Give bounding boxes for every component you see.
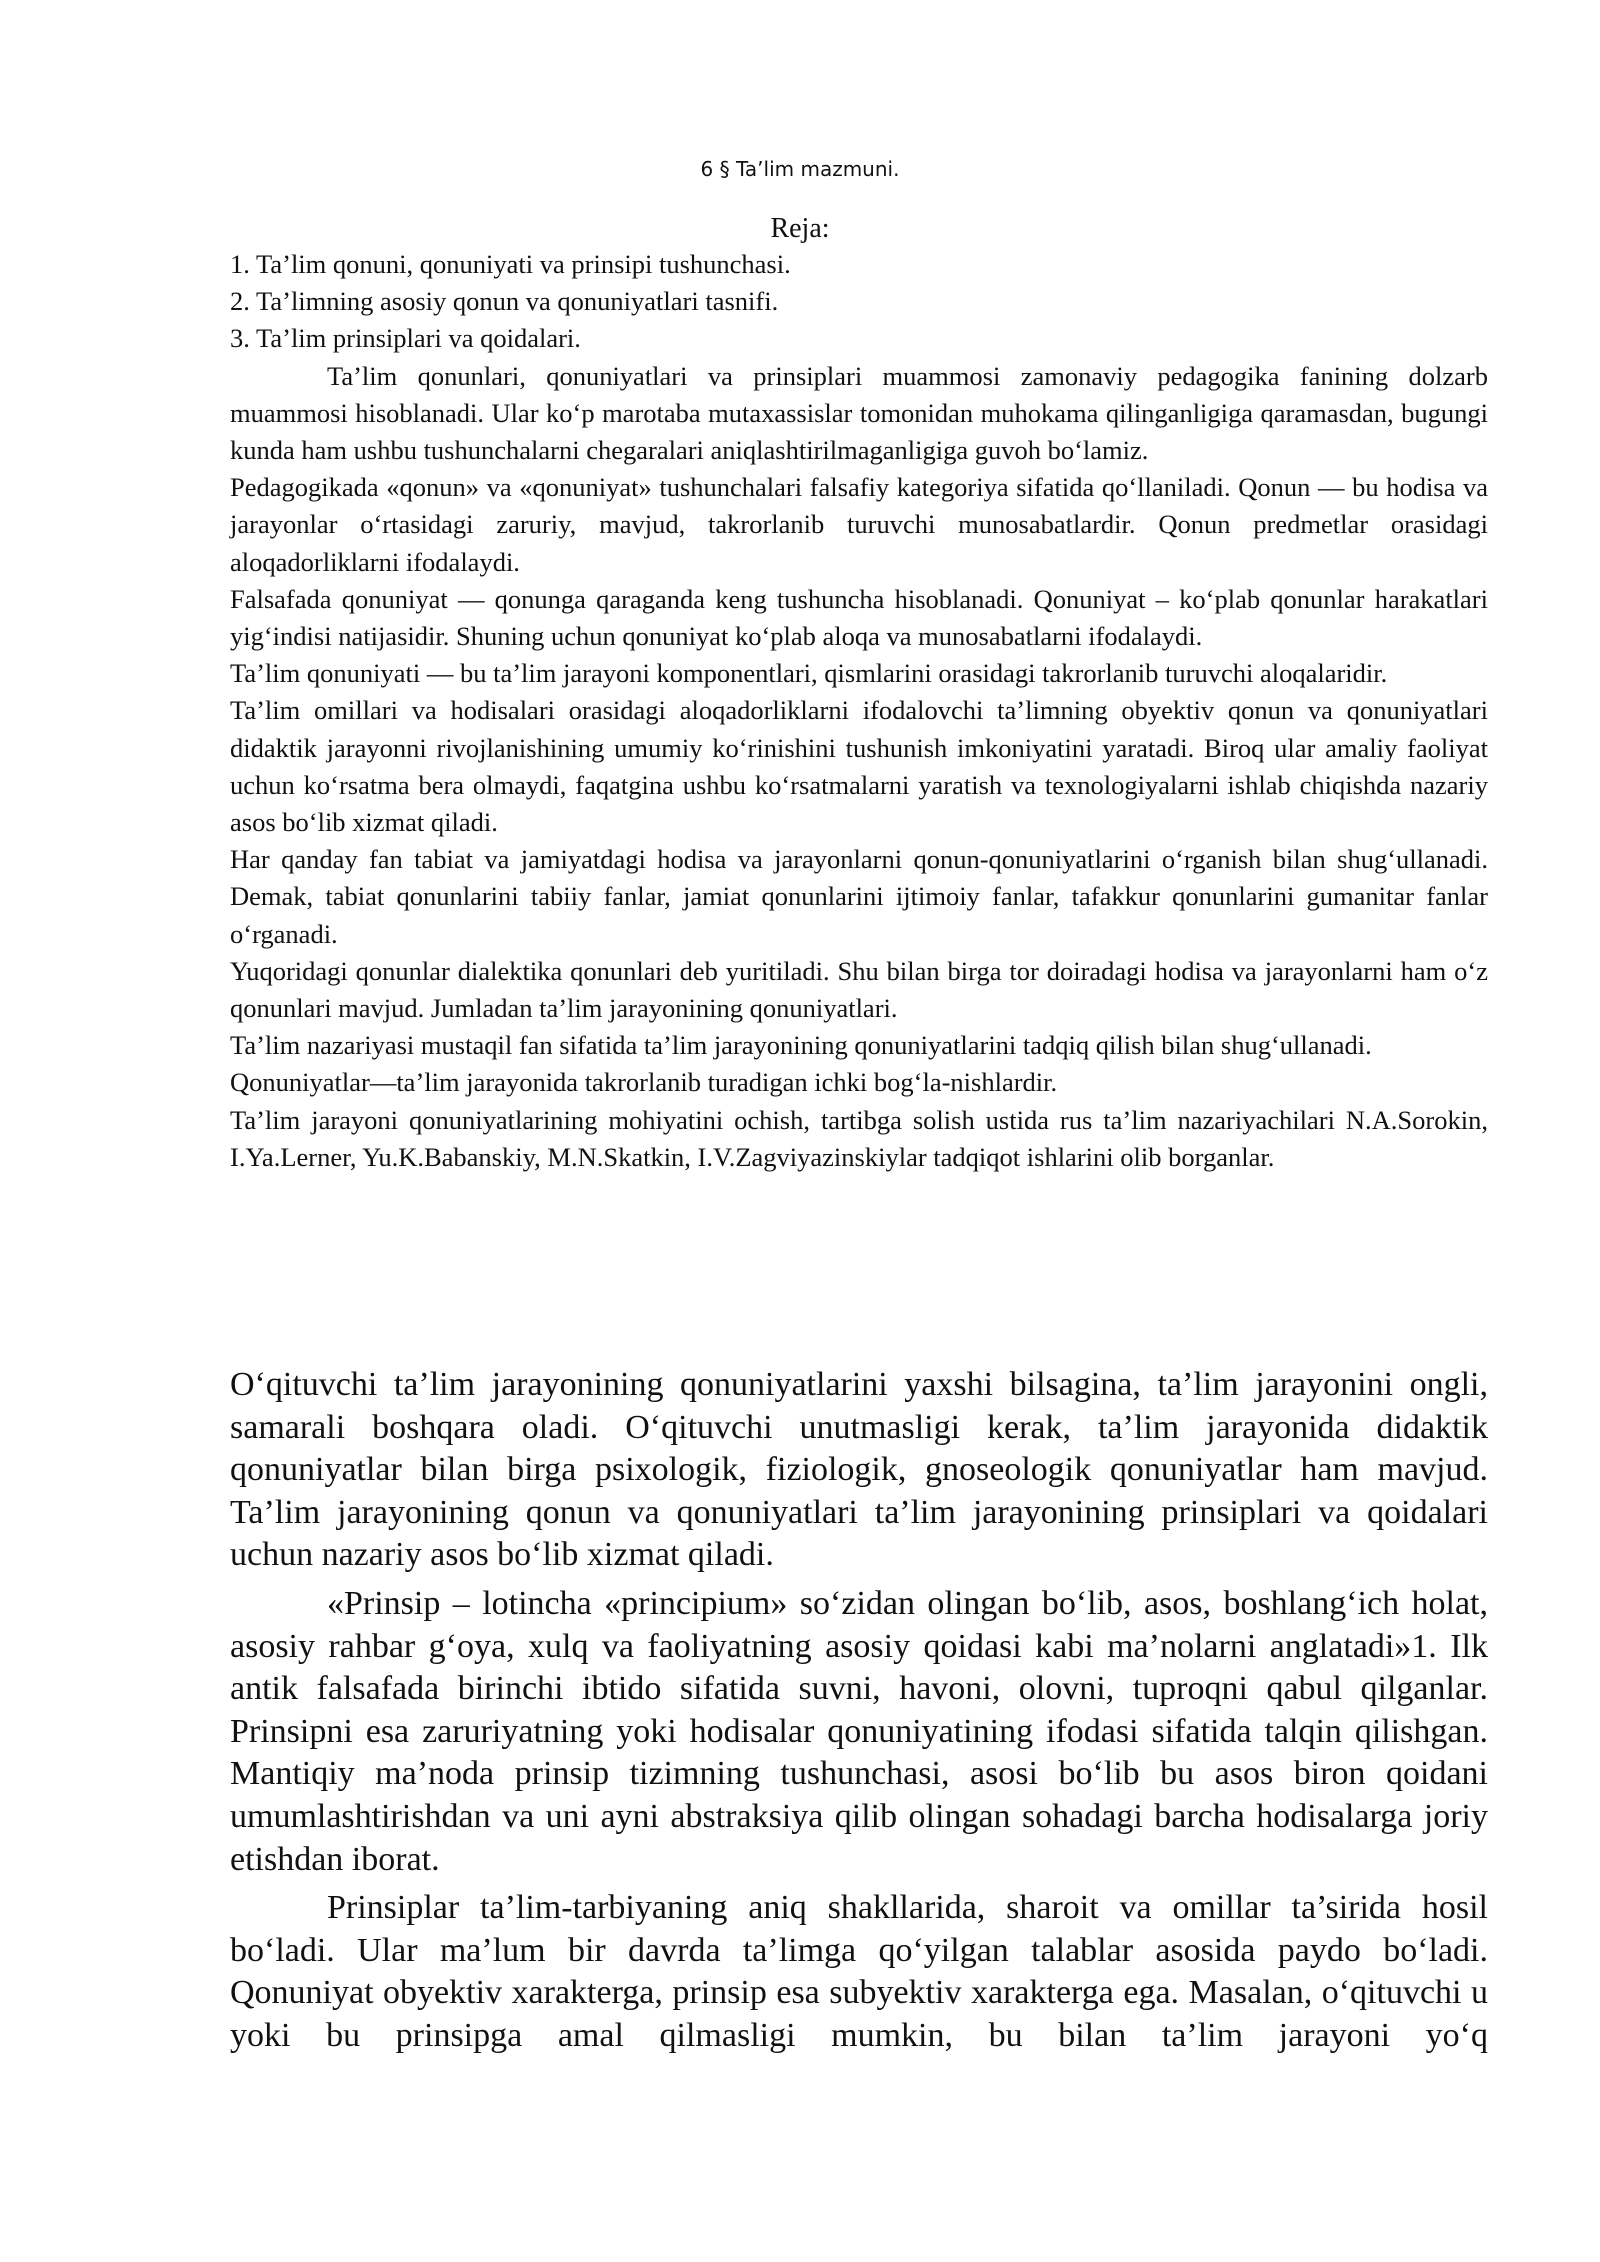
large-text-block (230, 1364, 1488, 2058)
paragraph: Prinsiplar ta’lim-tarbiyaning aniq shakllarida, sharoit va omillar ta’sirida hosil bo‘ladi. Ular ma’lum bir davrda ta’limga qo‘yilgan talablar asosida paydo bo‘ladi. Qonuniyat obyektiv xarakterga, prinsip esa subyektiv xarakterga ega. Masalan, o‘qituvchi u yoki bu prinsipga amal qilmasligi mumkin, bu bilan ta’lim jarayoni yo‘q (230, 1889, 1488, 2054)
paragraph: Ta’lim omillari va hodisalari orasidagi aloqadorliklarni ifodalovchi ta’limning obyektiv qonun va qonuniyatlari didaktik jarayonni rivojlanishining umumiy ko‘rinishini tushunish imkoniyatini yaratadi. Biroq ular amaliy faoliyat uchun ko‘rsatma bera olmaydi, faqatgina ushbu ko‘rsatmalarni yaratish va texnologiyalarni ishlab chiqishda nazariy asos bo‘lib xizmat qiladi. (230, 695, 1488, 838)
paragraph: Qonuniyatlar—ta’lim jarayonida takrorlanib turadigan ichki bog‘la-nishlardir. (230, 1067, 1058, 1098)
paragraph: «Prinsip – lotincha «principium» so‘zidan olingan bo‘lib, asos, boshlang‘ich holat, asosiy rahbar g‘oya, xulq va faoliyatning asosiy qoidasi kabi ma’nolarni anglatadi»1. Ilk antik falsafada birinchi ibtido sifatida suvni, havoni, olovni, tuproqni qabul qilganlar. Prinsipni esa zaruriyatning yoki hodisalar qonuniyatining ifodasi sifatida talqin qilishgan. Mantiqiy ma’noda prinsip tizimning tushunchasi, asosi bo‘lib bu asos biron qoidani umumlashtirishdan va uni ayni abstraksiya qilib olingan sohadagi barcha hodisalarga joriy etishdan iborat. (230, 1584, 1488, 1878)
paragraph: Ta’lim jarayoni qonuniyatlarining mohiyatini ochish, tartibga solish ustida rus ta’lim nazariyachilari N.A.Sorokin, I.Ya.Lerner, Yu.K.Babanskiy, M.N.Skatkin, I.V.Zagviyazinskiylar tadqiqot ishlarini olib borganlar. (230, 1104, 1488, 1172)
paragraph: Yuqoridagi qonunlar dialektika qonunlari deb yuritiladi. Shu bilan birga tor doiradagi hodisa va jarayonlarni ham o‘z qonunlari mavjud. Jumladan ta’lim jarayonining qonuniyatlari. (230, 955, 1488, 1024)
plan-item: 3. Ta’lim prinsiplari va qoidalari. (230, 323, 581, 354)
small-text-block (230, 246, 1488, 1176)
section-heading: 6 § Ta’lim mazmuni. (700, 157, 900, 181)
paragraph: Har qanday fan tabiat va jamiyatdagi hodisa va jarayonlarni qonun-qonuniyatlarini o‘rganish bilan shug‘ullanadi. Demak, tabiat qonunlarini tabiiy fanlar, jamiat qonunlarini ijtimoiy fanlar, tafakkur qonunlarini gumanitar fanlar o‘rganadi. (230, 844, 1488, 949)
paragraph: O‘qituvchi ta’lim jarayonining qonuniyatlarini yaxshi bilsagina, ta’lim jarayonini ongli, samarali boshqara oladi. O‘qituvchi unutmasligi kerak, ta’lim jarayonida didaktik qonuniyatlar bilan birga psixologik, fiziologik, gnoseologik qonuniyatlar ham mavjud. Ta’lim jarayonining qonun va qonuniyatlari ta’lim jarayonining prinsiplari va qoidalari uchun nazariy asos bo‘lib xizmat qiladi. (230, 1366, 1488, 1574)
paragraph: Ta’lim qonuniyati — bu ta’lim jarayoni komponentlari, qismlarini orasidagi takrorlanib turuvchi aloqalaridir. (230, 658, 1388, 689)
paragraph: Falsafada qonuniyat — qonunga qaraganda keng tushuncha hisoblanadi. Qonuniyat – ko‘plab qonunlar harakatlari yig‘indisi natijasidir. Shuning uchun qonuniyat ko‘plab aloqa va munosabatlarni ifodalaydi. (230, 583, 1488, 652)
paragraph: Pedagogikada «qonun» va «qonuniyat» tushunchalari falsafiy kategoriya sifatida qo‘llaniladi. Qonun — bu hodisa va jarayonlar o‘rtasidagi zaruriy, mavjud, takrorlanib turuvchi munosabatlardir. Qonun predmetlar orasidagi aloqadorliklarni ifodalaydi. (230, 472, 1488, 577)
paragraph: Ta’lim nazariyasi mustaqil fan sifatida ta’lim jarayonining qonuniyatlarini tadqiq qilish bilan shug‘ullanadi. (230, 1030, 1372, 1061)
plan-title: Reja: (770, 213, 830, 244)
plan-item: 2. Ta’limning asosiy qonun va qonuniyatlari tasnifi. (230, 286, 779, 317)
paragraph: Ta’lim qonunlari, qonuniyatlari va prinsiplari muammosi zamonaviy pedagogika fanining dolzarb muammosi hisoblanadi. Ular ko‘p marotaba mutaxassislar tomonidan muhokama qilinganligiga qaramasdan, bugungi kunda ham ushbu tushunchalarni chegaralari aniqlashtirilmaganligiga guvoh bo‘lamiz. (230, 360, 1488, 466)
plan-item: 1. Ta’lim qonuni, qonuniyati va prinsipi tushunchasi. (230, 249, 791, 279)
